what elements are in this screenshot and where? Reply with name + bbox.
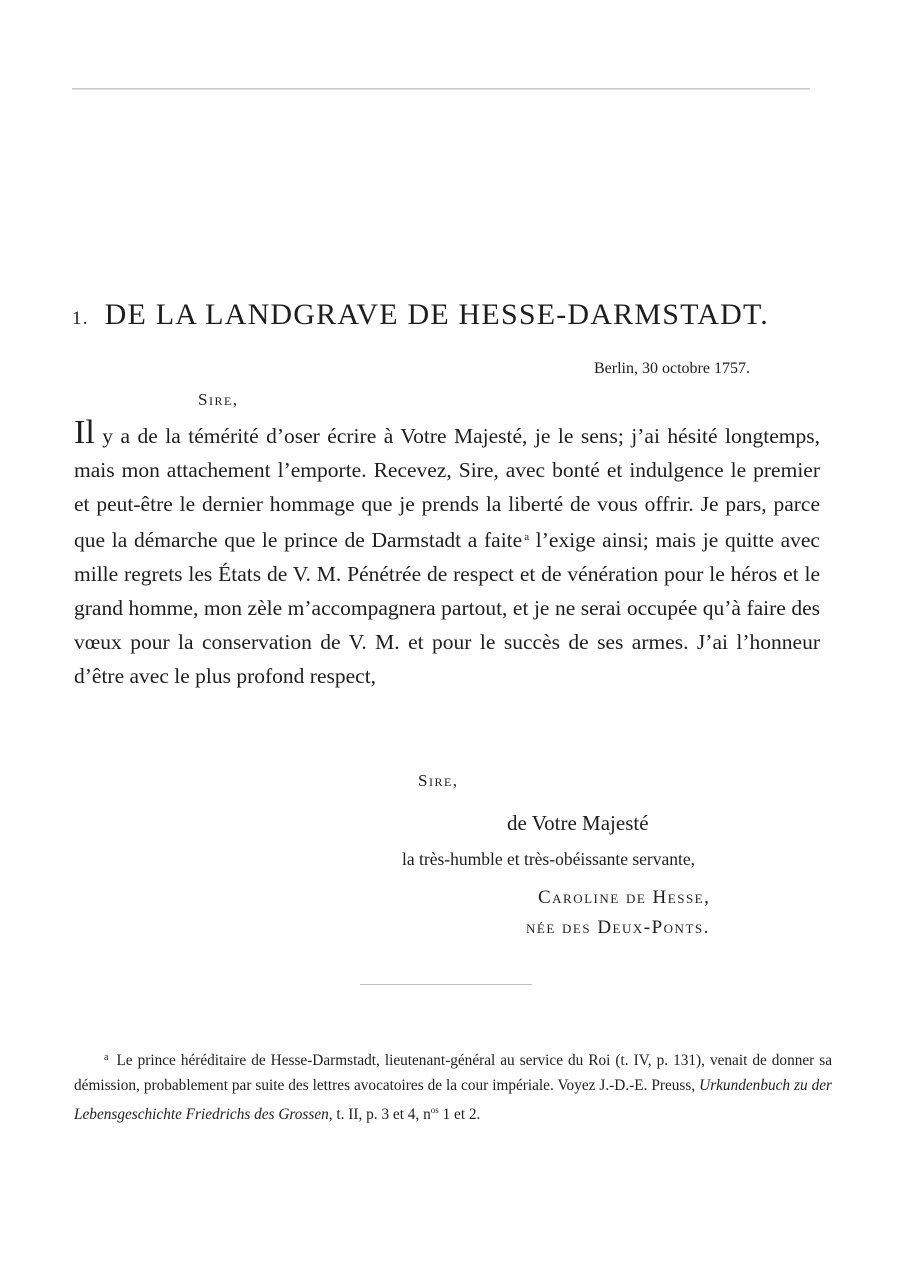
letter-number: 1. [72, 308, 89, 329]
section-divider [360, 984, 532, 985]
body-text-part-1: y a de la témérité d’oser écrire à Votre Majesté, je le sens; j’ai hésité longtemps, mais mon attachement l’emporte. Recevez, Sire, avec bonté et indulgence le premier et peut-être le dernier hommage que je prends la liberté de vous offrir. Je pars, parce que la démarche que le prince de Darmstadt a faite [74, 424, 820, 553]
dateline: Berlin, 30 octobre 1757. [594, 360, 750, 377]
salutation: Sire, [198, 390, 239, 409]
closing-salutation: Sire, [418, 771, 459, 790]
footnote-superscript: os [430, 1105, 439, 1115]
signature-name: Caroline de Hesse, [538, 887, 711, 908]
footnote-mark: a [104, 1052, 109, 1063]
letter-heading [72, 298, 832, 332]
letter-title: DE LA LANDGRAVE DE HESSE-DARMSTADT. [104, 298, 769, 331]
footnote [74, 1046, 832, 1128]
closing-line-1: de Votre Majesté [507, 811, 649, 835]
footnote-book-title: Urkundenbuch zu der Lebensgeschichte Friedrichs des Grossen [74, 1076, 832, 1123]
closing-line-2: la très-humble et très-obéissante servante, [402, 849, 696, 869]
drop-cap: Il [74, 414, 95, 451]
footnote-reference: a [524, 531, 530, 544]
footnote-text-part-2: , t. II, p. 3 et 4, n [328, 1106, 431, 1123]
footnote-text-part-1: Le prince héréditaire de Hesse-Darmstadt, lieutenant-général au service du Roi (t. IV, p. 131), venait de donner sa démission, probablement par suite des lettres avocatoires de la cour impériale. Voyez J.-D.-E. Preuss, [74, 1052, 832, 1094]
letter-body [74, 414, 820, 693]
signature-origin: née des Deux-Ponts. [526, 917, 710, 938]
footnote-text-part-3: 1 et 2. [438, 1106, 481, 1123]
top-rule [72, 88, 810, 90]
body-text-part-2: l’exige ainsi; mais je quitte avec mille regrets les États de V. M. Pénétrée de respect et de vénération pour le héros et le grand homme, mon zèle m’accompagnera partout, et je ne serai occupée qu’à faire des vœux pour la conservation de V. M. et pour le succès de ses armes. J’ai l’honneur d’être avec le plus profond respect, [74, 528, 820, 688]
